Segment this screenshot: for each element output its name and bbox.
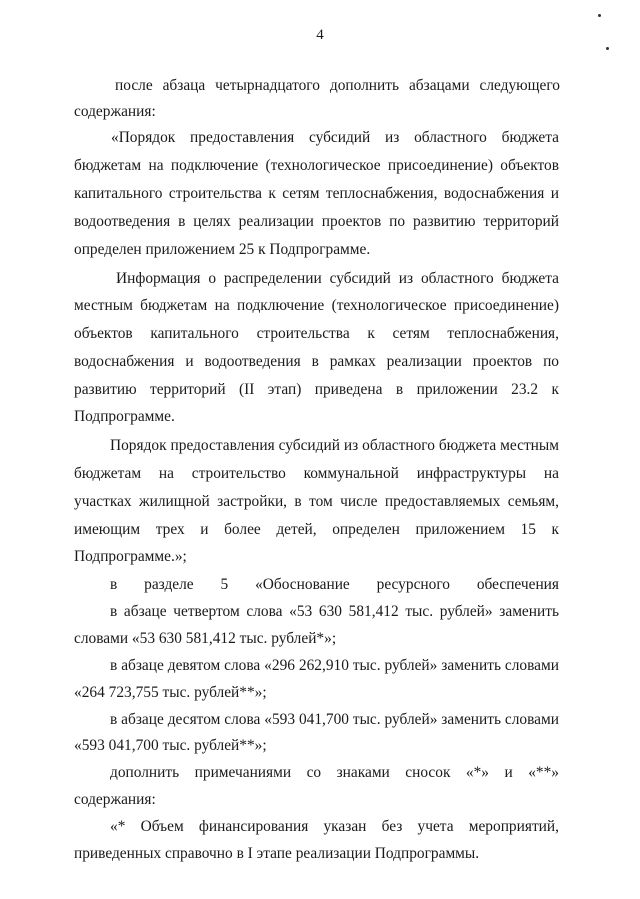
text-line: «593 041,700 тыс. рублей**»; — [74, 737, 267, 754]
text-line: «264 723,755 тыс. рублей**»; — [74, 684, 267, 701]
text-line: приведенных справочно в I этапе реализации Подпрограммы. — [74, 845, 480, 862]
text-line: Порядок предоставления субсидий из областного бюджета местным — [110, 437, 559, 454]
text-line: Подпрограмме. — [74, 408, 175, 425]
text-line: содержания: — [74, 791, 156, 808]
page-number: 4 — [316, 27, 324, 43]
text-line: в абзаце девятом слова «296 262,910 тыс. рублей» заменить словами — [110, 657, 559, 674]
text-line: местным бюджетам на подключение (технологическое присоединение) — [74, 297, 559, 314]
text-line: участках жилищной застройки, в том числе предоставляемых семьям, — [74, 493, 559, 510]
text-line: водоснабжения и водоотведения в рамках реализации проектов по — [74, 353, 559, 370]
text-line: «Порядок предоставления субсидий из областного бюджета — [111, 129, 559, 146]
text-line: водоотведения в целях реализации проектов по развитию территорий — [74, 213, 559, 230]
text-line: в разделе 5 «Обоснование ресурсного обеспечения — [110, 576, 559, 593]
text-line: содержания: — [74, 103, 156, 120]
text-line: развитию территорий (II этап) приведена в приложении 23.2 к — [74, 381, 559, 398]
text-line: «* Объем финансирования указан без учета мероприятий, — [110, 818, 559, 835]
text-line: бюджетам на подключение (технологическое присоединение) объектов — [74, 157, 559, 174]
text-line: имеющим трех и более детей, определен приложением 15 к — [74, 521, 559, 538]
text-line: дополнить примечаниями со знаками сносок «*» и «**» — [110, 764, 559, 781]
text-line: Подпрограмме.»; — [74, 548, 187, 565]
text-line: бюджетам на строительство коммунальной инфраструктуры на — [74, 465, 559, 482]
text-line: после абзаца четырнадцатого дополнить абзацами следующего — [115, 77, 560, 94]
text-line: Информация о распределении субсидий из областного бюджета — [116, 270, 559, 287]
text-line: словами «53 630 581,412 тыс. рублей*»; — [74, 630, 337, 647]
scan-speck — [598, 14, 601, 17]
text-line: в абзаце десятом слова «593 041,700 тыс. рублей» заменить словами — [110, 711, 559, 728]
scan-speck — [606, 47, 609, 50]
text-line: в абзаце четвертом слова «53 630 581,412 тыс. рублей» заменить — [110, 603, 559, 620]
text-line: определен приложением 25 к Подпрограмме. — [74, 241, 371, 258]
text-line: объектов капитального строительства к сетям теплоснабжения, — [74, 325, 559, 342]
text-line: капитального строительства к сетям теплоснабжения, водоснабжения и — [74, 185, 559, 202]
